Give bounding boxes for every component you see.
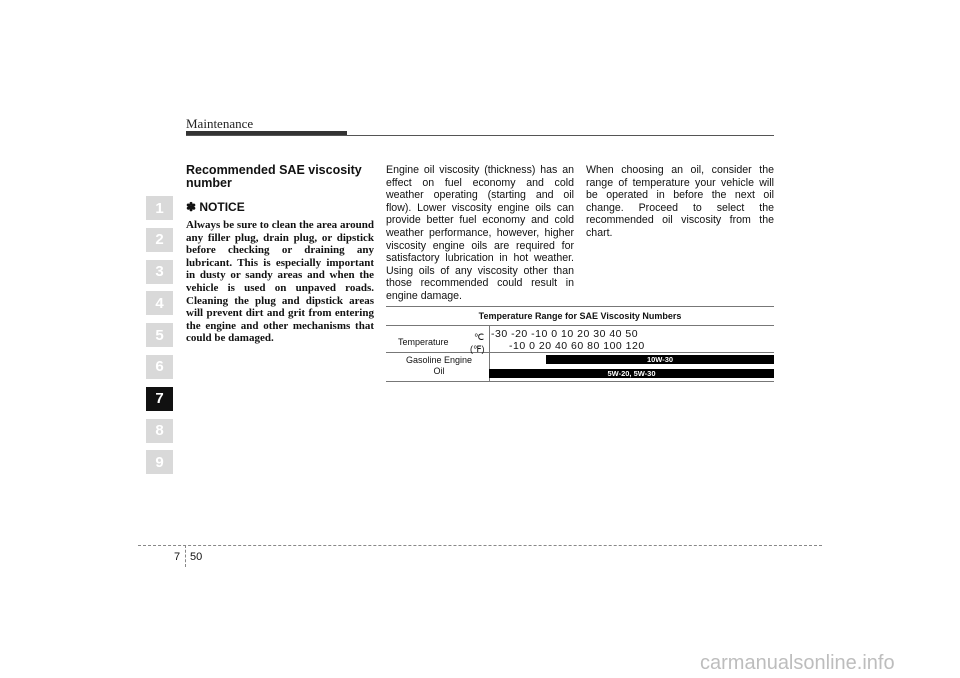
- column-left: [186, 164, 374, 345]
- column-middle: [386, 164, 574, 303]
- viscosity-chart: [386, 306, 774, 382]
- chart-rule-middle: [386, 352, 774, 353]
- chapter-tab-4[interactable]: 4: [146, 291, 173, 315]
- band-5w20-5w30: 5W-20, 5W-30: [489, 369, 774, 378]
- chapter-tabs: [146, 196, 173, 482]
- fahrenheit-scale: -10 0 20 40 60 80 100 120: [509, 340, 645, 352]
- footer-page-number: 50: [190, 551, 203, 563]
- header-title: Maintenance: [186, 116, 254, 131]
- celsius-scale: -30 -20 -10 0 10 20 30 40 50: [491, 328, 639, 340]
- band-10w30: 10W-30: [546, 355, 774, 364]
- header-rule: [186, 135, 774, 136]
- footer-chapter-number: 7: [174, 551, 181, 563]
- chapter-tab-1[interactable]: 1: [146, 196, 173, 220]
- gasoline-oil-label: Gasoline Engine Oil: [405, 355, 473, 376]
- fahrenheit-unit: (℉): [470, 344, 485, 354]
- chapter-tab-9[interactable]: 9: [146, 450, 173, 474]
- chapter-tab-3[interactable]: 3: [146, 260, 173, 284]
- temperature-label: Temperature: [398, 337, 449, 347]
- column-right: [586, 164, 774, 240]
- footer-divider: [185, 545, 186, 567]
- chapter-tab-8[interactable]: 8: [146, 419, 173, 443]
- chapter-tab-2[interactable]: 2: [146, 228, 173, 252]
- notice-title: ✽ NOTICE: [186, 200, 245, 214]
- celsius-unit: ℃: [474, 332, 485, 342]
- chapter-tab-6[interactable]: 6: [146, 355, 173, 379]
- chapter-tab-7[interactable]: 7: [146, 387, 173, 411]
- chart-rule-top: [386, 325, 774, 326]
- viscosity-paragraph: Engine oil viscosity (thickness) has an effect on fuel economy and cold weather operating (starting and oil flow). Lower viscosity engine oils can provide better fuel economy and cold weather performance, however, higher viscosity engine oils are required for satisfactory lubrication in hot weather. Using oils of any viscosity other than those recommended could result in engine damage.: [386, 164, 574, 302]
- chart-title: Temperature Range for SAE Viscosity Numbers: [478, 311, 682, 321]
- footer-rule: [138, 545, 822, 546]
- section-title: Recommended SAE viscosity number: [186, 163, 362, 190]
- choosing-oil-paragraph: When choosing an oil, consider the range of temperature your vehicle will be operated in before the next oil change. Proceed to select the recommended oil viscosity from the chart.: [586, 164, 774, 239]
- notice-body: Always be sure to clean the area around any filler plug, drain plug, or dipstick before checking or draining any lubricant. This is especially important in dusty or sandy areas and when the vehicle is used on unpaved roads. Cleaning the plug and dipstick areas will prevent dirt and grit from entering the engine and other mechanisms that could be damaged.: [186, 219, 374, 345]
- watermark: carmanualsonline.info: [700, 652, 895, 674]
- chapter-tab-5[interactable]: 5: [146, 323, 173, 347]
